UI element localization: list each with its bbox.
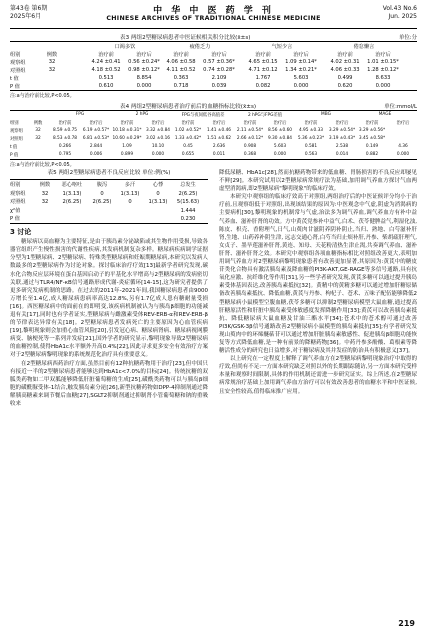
table4-cell: 0.368 xyxy=(243,152,257,157)
table4-cell: 2.636 xyxy=(212,144,226,149)
table4-group-header: FPG xyxy=(75,112,85,117)
table5-header-row xyxy=(10,180,208,189)
table4-unit: 单位:mmol/L xyxy=(384,104,417,110)
table4-column-header: 治疗前 xyxy=(58,121,72,126)
table4-column-header: 治疗前 xyxy=(243,121,257,126)
table4-cell: 0.149 xyxy=(365,144,379,149)
table3-bottom-rule xyxy=(10,90,417,91)
table3-cell: 观察组 xyxy=(10,60,26,66)
table4-cell: 32 xyxy=(35,128,41,133)
table4-row xyxy=(10,127,417,135)
table3-column-header: 例数 xyxy=(46,52,58,58)
table5-column-header: 例数 xyxy=(39,182,51,189)
date-cn: 2025年6月 xyxy=(10,13,42,20)
table4-cell: 4.95 ±0.33 xyxy=(298,128,324,133)
table3-row xyxy=(10,58,417,66)
table4-cell: 1.33 ±0.42* xyxy=(174,136,202,141)
table3-cell: 4.02 ±0.31 xyxy=(330,59,360,65)
left-paragraph: 糖尿病以高血糖为主要特征,是由于胰岛素分泌缺陷或其生物作用受损,导致各器官组织产生慢性损害的代谢性疾病,其发病机制复杂多样。糖尿病疾病调学证据分型为1型糖尿病、2型糖尿病、特殊类型糖尿病和妊娠期糖尿病,本研究以发病人数最多的2型糖尿病作为讨论对象。探讨临床治疗疗效[13]最新学者研究发现,碳水化合物反应层环境在蛋白基因启动子的平基化水平增高与2型糖尿病的发病密切关联,通过与TLR4/NF-κB信号通路形成代谢-炎症循环[14-15],这为研究者提供了更多研究发病机制的思路。在过去的2011年-2021年间,我国糖尿病患者由9000万增长至1.4亿,成人糖尿病患病率高达12.8%,另有1.7亿成人患有糖耐量受损[16]。西医糖尿病中的面前在的即明变,该疾病机制被认为与胰岛β细胞的功能减退有关[17],同时也有学者证实,型糖尿病与雌激素受体REV-ERB-α和REV-ERB-β的节律表达异常有关[18]。2型糖尿病患者发病死亡的主要原因为心血管疾病[19],黎明现象则会加重心血管风险[20],引发冠心病、糖尿病肾病、糖尿病视网膜病变、脑梗死等一系列并发症[21],国外学者的研究显示,黎明现象导致2型糖尿病的血糖控制,使得HbA1c水平额外升高0.4%[22],因此寻求更多安全有效治疗方案对于2型糖尿病黎明现象的系统规范化治疗具有重要意义。 xyxy=(10,239,208,359)
table5-cell: 32 xyxy=(41,190,49,197)
table3-row xyxy=(10,74,417,82)
table4-cell: 0.006 xyxy=(89,152,103,157)
table4-column-header: 治疗前 xyxy=(365,121,379,126)
table3-cell: 4.24 ±0.41 xyxy=(91,59,121,65)
right-paragraph: 以上研究在一定程度上解释了调气养血方在2型糖尿病黎明现象治疗中取得的疗效,但尚有不足:一方面本研究缺乏对照以外的长期跟踪随访,另一方面本研究受样本量和观察时间限制,具体的作用机制还需进一步研究证实。综上所述,在2型糖尿病常规治疗基础上加用调气养血方治疗可以有效改善患者的血糖水平和中医证候,且安全性较高,值得临床推广应用。 xyxy=(219,356,417,395)
table4-cell: 对照组 xyxy=(10,137,23,142)
table4-cell: 1.09 xyxy=(122,144,132,149)
table3-group-header: 气短少言 xyxy=(271,44,293,50)
table4-cell: 3.29 ±0.54* xyxy=(328,128,356,133)
table5-row xyxy=(10,214,208,223)
table3-cell: 2.109 xyxy=(211,75,227,81)
table5-row xyxy=(10,206,208,215)
table4-row xyxy=(10,151,417,159)
table4-cell: 0.581 xyxy=(304,144,318,149)
table4-cell: 0.882 xyxy=(365,152,379,157)
table4-cell: 0.795 xyxy=(58,152,72,157)
table5-cell: 2(6.25) xyxy=(62,199,82,206)
table3-cell: P 值 xyxy=(10,84,20,90)
table4-cell: 2.11 ±0.54* xyxy=(236,128,264,133)
table3-group-header: 口渴多饮 xyxy=(114,44,136,50)
table4-cell: 0.899 xyxy=(120,152,134,157)
table5-column-header: 多汗 xyxy=(124,182,136,189)
table3-cell: 0.98 ±0.12* xyxy=(128,67,160,73)
table3-cell: 1.09 ±0.14* xyxy=(285,59,317,65)
table4-column-header: 治疗后 xyxy=(273,121,287,126)
table4-cell: 0.000 xyxy=(273,152,287,157)
table4-cell: 0.908 xyxy=(243,144,257,149)
table3-cell: 4.65 ±0.15 xyxy=(248,59,278,65)
table3-cell: 4.18 ±0.52 xyxy=(91,67,121,73)
table3-column-header: 治疗前 xyxy=(255,52,271,58)
table4-cell: 5.603 xyxy=(273,144,287,149)
table3-cell: t 值 xyxy=(10,76,19,82)
table4-note: 注:a与治疗前比较,P<0.05。 xyxy=(10,162,75,168)
table3-column-header: 治疗后 xyxy=(136,52,152,58)
table3-cell: 1.34 ±0.21* xyxy=(285,67,317,73)
table5-column-header: 恶心呕吐 xyxy=(61,182,83,189)
right-paragraph: 降低尿糖、HbA1c[28],然而抗糖药物带来的低血糖、胃肠损害的不良反应却屡见不鲜[29]。本研究试用以2型糖尿病常规疗法为基础,加用调气养血方探讨气血两虚型消渴病,即2型糖尿病"黎明现象"的临床疗效。 xyxy=(219,170,417,193)
table3-row xyxy=(10,66,417,74)
table5-cell: 1.444 xyxy=(180,207,196,214)
table3-cell: 4.06 ±0.33 xyxy=(330,67,360,73)
table5-column-header: 组别 xyxy=(10,182,21,189)
table3-cell: 0.57 ±0.36* xyxy=(203,59,235,65)
table3-cell: 0.56 ±0.24* xyxy=(128,59,160,65)
table3-cell: 0.610 xyxy=(98,83,114,89)
table5-cell: 0 xyxy=(100,190,104,197)
volume-issue-cn: 第43卷 第6期 xyxy=(10,5,48,12)
table5-row xyxy=(10,189,208,198)
table5-cell: 1(3.13) xyxy=(62,190,82,197)
table4-cell: 10.10 xyxy=(151,144,165,149)
table4-cell: t 值 xyxy=(10,145,18,150)
table3-group-header: 倦怠懒言 xyxy=(353,44,375,50)
table4-column-header: 治疗后 xyxy=(335,121,349,126)
table3-cell: 4.71 ±0.12 xyxy=(248,67,278,73)
table4-cell: 3.45 ±0.58* xyxy=(358,136,386,141)
table5-cell: 5(15.63) xyxy=(176,199,200,206)
table3-column-header: 治疗前 xyxy=(173,52,189,58)
table5-column-header: 总发生 xyxy=(180,182,196,189)
journal-title-cn: 中 华 中 医 药 学 刊 xyxy=(153,6,274,16)
table4-cell: 4.36 xyxy=(398,144,408,149)
table4-cell: 1.51 ±0.62 xyxy=(206,136,232,141)
table3-cell: 4.06 ±0.58 xyxy=(166,59,196,65)
table4-column-header: 治疗前 xyxy=(120,121,134,126)
left-paragraph: 在2型糖尿病西药治疗方面,虽然目前有12种抗糖药物用于治疗[23],但中国只有接近一半的2型糖尿病患者能够达到HbA1c<7.0%的目标[24]。传统抗糖的双胍类药物如二甲双胍能够降低肝脏葡萄糖的生成[25],磺酰类药物可以与胰岛β细胞的磺酰脲受体-1结合,触发胰岛素分泌[26],新型抗糖药物如DPP-4抑制剂通过降解胰高糖素来调节餐后血糖[27],SGLT2抑制剂通过抑制肾小管葡萄糖和钠的重吸收来 xyxy=(10,360,208,408)
table4-group-header: 2 hPG xyxy=(135,112,149,117)
table4-cell: 6.19 ±0.57* xyxy=(82,128,110,133)
table3-unit: 单位:分 xyxy=(399,35,417,41)
table4-cell: 3.02 ±0.16 xyxy=(145,136,171,141)
table3-cell: 1.01 ±0.15* xyxy=(367,59,399,65)
table5-cell: P 值 xyxy=(10,216,20,223)
page-number: 219 xyxy=(398,619,415,628)
table3-cell: 0.718 xyxy=(173,83,189,89)
table4-cell: 5.36 ±0.23* xyxy=(297,136,325,141)
table5-cell: χ²值 xyxy=(10,207,21,214)
table3 xyxy=(10,42,417,90)
table4-column-header: 例数 xyxy=(33,121,43,126)
journal-title-en: CHINESE ARCHIVES OF TRADITIONAL CHINESE MEDICINE xyxy=(106,15,321,22)
table3-note: 注:a与治疗前比较,P<0.05。 xyxy=(10,93,75,99)
table4-cell: 0.563 xyxy=(304,152,318,157)
table4-cell: 0.000 xyxy=(396,152,410,157)
table3-cell: 5.603 xyxy=(293,75,309,81)
table4-row xyxy=(10,135,417,143)
table4-row xyxy=(10,143,417,151)
table3-column-header: 治疗后 xyxy=(211,52,227,58)
table4-group-header: FPG与夜间低谷高值差 xyxy=(181,113,225,118)
table4-bottom-rule xyxy=(10,159,417,160)
table5-cell: 0 xyxy=(156,190,160,197)
table5-column-header: 心悸 xyxy=(152,182,164,189)
table4-column-header: 治疗后 xyxy=(151,121,165,126)
table3-sub-header-row xyxy=(10,50,417,58)
table5-cell: 0 xyxy=(128,199,132,206)
table4-cell: 0.011 xyxy=(212,152,226,157)
table3-cell: 1.28 ±0.12* xyxy=(367,67,399,73)
table3-cell: 0.620 xyxy=(337,83,353,89)
table4-cell: P 值 xyxy=(10,153,19,158)
table4-cell: 0.014 xyxy=(335,152,349,157)
table4-group-header: MAGE xyxy=(378,112,392,117)
table3-column-header: 组别 xyxy=(10,52,21,58)
table3-column-header: 治疗后 xyxy=(375,52,391,58)
table3-cell: 对照组 xyxy=(10,68,26,74)
table4-cell: 10.60 ±0.29* xyxy=(112,136,142,141)
table4-cell: 2.538 xyxy=(335,144,349,149)
journal-header xyxy=(0,0,427,30)
table3-group-header-row xyxy=(10,42,417,50)
table4-cell: 0.655 xyxy=(181,152,195,157)
table5-row xyxy=(10,197,208,206)
table5-cell: 2(6.25) xyxy=(92,199,112,206)
table4-column-header: 组别 xyxy=(10,121,19,126)
table3-cell: 0.513 xyxy=(98,75,114,81)
table5 xyxy=(10,180,208,223)
table3-cell: 0.499 xyxy=(337,75,353,81)
table3-cell: 8.854 xyxy=(136,75,152,81)
table4 xyxy=(10,111,417,159)
table3-cell: 0.000 xyxy=(136,83,152,89)
table3-cell: 32 xyxy=(48,59,56,65)
table3-cell: 8.633 xyxy=(375,75,391,81)
table3-cell: 0.74 ±0.28* xyxy=(203,67,235,73)
right-column xyxy=(219,169,417,396)
table4-cell: 32 xyxy=(35,136,41,141)
table3-cell: 4.11 ±0.52 xyxy=(166,67,196,73)
table3-column-header: 治疗后 xyxy=(293,52,309,58)
table4-cell: 8.56 ±0.60 xyxy=(267,128,293,133)
table3-column-header: 治疗前 xyxy=(98,52,114,58)
table4-cell: 8.59 ±0.75 xyxy=(52,128,78,133)
table3-cell: 32 xyxy=(48,67,56,73)
table4-cell: 8.53 ±0.78 xyxy=(52,136,78,141)
table5-cell: 32 xyxy=(41,199,49,206)
table4-column-header: 治疗前 xyxy=(304,121,318,126)
table4-sub-header-row xyxy=(10,119,417,127)
date-en: Jun. 2025 xyxy=(388,13,417,20)
table5-cell: 1(3.13) xyxy=(120,190,140,197)
table3-cell: 0.000 xyxy=(293,83,309,89)
table3-cell: 0.000 xyxy=(375,83,391,89)
table5-cell: 2(6.25) xyxy=(178,190,198,197)
table4-cell: 10.18 ±0.31* xyxy=(112,128,142,133)
table4-cell: 0.45 xyxy=(183,144,193,149)
right-paragraph: 本研究中观察组的临床疗效高于对照组,两组治疗后的中医证候评分均小于治疗前,且观察组低于对照组,出现该结果的原因为:中医观念中气虚,阴虚为消渴病的主要病机[30],黎明现象的机制常与气虚,治法多为调气养血,调气养血方有补中益气养血、滋补肝肾的功效。方中黄芪党参补中益气,白术、茯苓健脾益气,利湿化浊,陈皮、枳壳、香附理气,日气,山萸肉甘滋阴养阴补阴止,当归、熟地、白芍滋补肝肾,生地、山药养补阴生津, 远志交通心肾,白芍当归止烦补肝,丹参、柴胡疏肝理气,女贞子、墨旱莲滋补肝肾,黄连、知母、天花粉清热生津止渴,共奏调气养血、滋补肝肾、滋补肝肾之效。本研究中观察组各项血糖指标相比对照组改善更大,表明加用调气养血方对2型糖尿病黎明现象患者有改善更加显著,其原因为:黄芪中的糖皮苷类化合物具有激活胰岛素及降血糖的PI3K-AKT,GE-RAGE等多信号通路,具有抗氧化应激、抗纤维化等作用[31],另一些学者研究发现,黄芪多糖可以通过提升胰岛素受体基因表达,改善胰岛素抵抗[32]。黄精中的黄精多糖可以通过增加肝糖原储备改善胰岛素抵抗、降低血糖,黄芪与丹参、枸杞子、苍术、五味子配伍能够降低2型糖尿病小鼠模型空腹血糖,茯苓多糖可以抑制2型糖尿病模型大鼠血糖,通过提高肝糖原活性和肝脏中胰岛素受体敏感度发挥降糖作用[33];黄芪可以改善胰岛素抵抗、降低糖尿病大鼠血糖及甘油三酯水平[34];苍术中的苍术醇可通过改善PI3K/GSK-3β信号通路改善2型糖尿病小鼠模型的胰岛素抵抗[35];有学者研究发现山萸肉中的环烯醚萜苷可以通过增加肝脏胰岛素敏感性、促进胰岛β细胞功能恢复等方式降低血糖,是一种有前景的降糖药物[36]。中药丹参多酚酸、葛根素等降糖活性成分的研究也日益增多,对于糖尿病及其并发症的防治具有积极意义[37]。 xyxy=(219,194,417,355)
left-column xyxy=(10,169,208,408)
table4-cell: 2.66 ±0.12* xyxy=(236,136,264,141)
table3-cell: 0.082 xyxy=(255,83,271,89)
table4-cell: 2.844 xyxy=(89,144,103,149)
table3-group-header: 疲倦乏力 xyxy=(189,44,211,50)
table4-cell: 0.266 xyxy=(58,144,72,149)
table4-group-header: MBG xyxy=(321,112,331,117)
table5-cell: 1(3.13) xyxy=(148,199,168,206)
table4-group-header-row xyxy=(10,111,417,119)
header-right xyxy=(383,5,417,21)
table3-cell: 0.039 xyxy=(211,83,227,89)
table4-cell: 3.29 ±0.56* xyxy=(358,128,386,133)
table5-cell: 对照组 xyxy=(10,199,26,206)
table4-cell: 观察组 xyxy=(10,129,23,134)
volume-issue-en: Vol.43 No.6 xyxy=(382,5,417,12)
table5-caption: 表5 两组2型糖尿病患者不良反应比较 单位:例(%) xyxy=(47,170,171,176)
table4-caption: 表4 两组2型糖尿病患者治疗前后的血糖指标比较(x̄±s) xyxy=(120,104,257,110)
table4-column-header: 治疗后 xyxy=(212,121,226,126)
table3-caption: 表3 两组2型糖尿病患者中医证候相关积分比较(x̄±s) xyxy=(120,35,251,41)
table3-row xyxy=(10,82,417,90)
table4-cell: 3.32 ±0.84 xyxy=(145,128,171,133)
table4-cell: 9.30 ±0.84 xyxy=(267,136,293,141)
table5-column-header: 腹泻 xyxy=(96,182,108,189)
section-title: 3 讨论 xyxy=(10,228,32,237)
table4-cell: 3.19 ±0.43* xyxy=(328,136,356,141)
table3-cell: 0.363 xyxy=(173,75,189,81)
table5-bottom-rule xyxy=(10,223,208,224)
table5-cell: 0.230 xyxy=(180,216,196,223)
table3-column-header: 治疗前 xyxy=(337,52,353,58)
table4-cell: 6.81 ±0.53* xyxy=(82,136,110,141)
table5-cell: 观察组 xyxy=(10,190,26,197)
header-rule xyxy=(10,28,417,29)
table3-cell: 1.767 xyxy=(255,75,271,81)
table4-column-header: 治疗后 xyxy=(89,121,103,126)
table4-cell: 0.000 xyxy=(151,152,165,157)
table4-column-header: 治疗前 xyxy=(181,121,195,126)
table4-cell: 1.02 ±0.52* xyxy=(174,128,202,133)
table4-cell: 1.41 ±0.46 xyxy=(206,128,232,133)
table4-group-header: 2 hPG与FPG差值 xyxy=(247,113,283,118)
table4-column-header: 治疗后 xyxy=(396,121,410,126)
